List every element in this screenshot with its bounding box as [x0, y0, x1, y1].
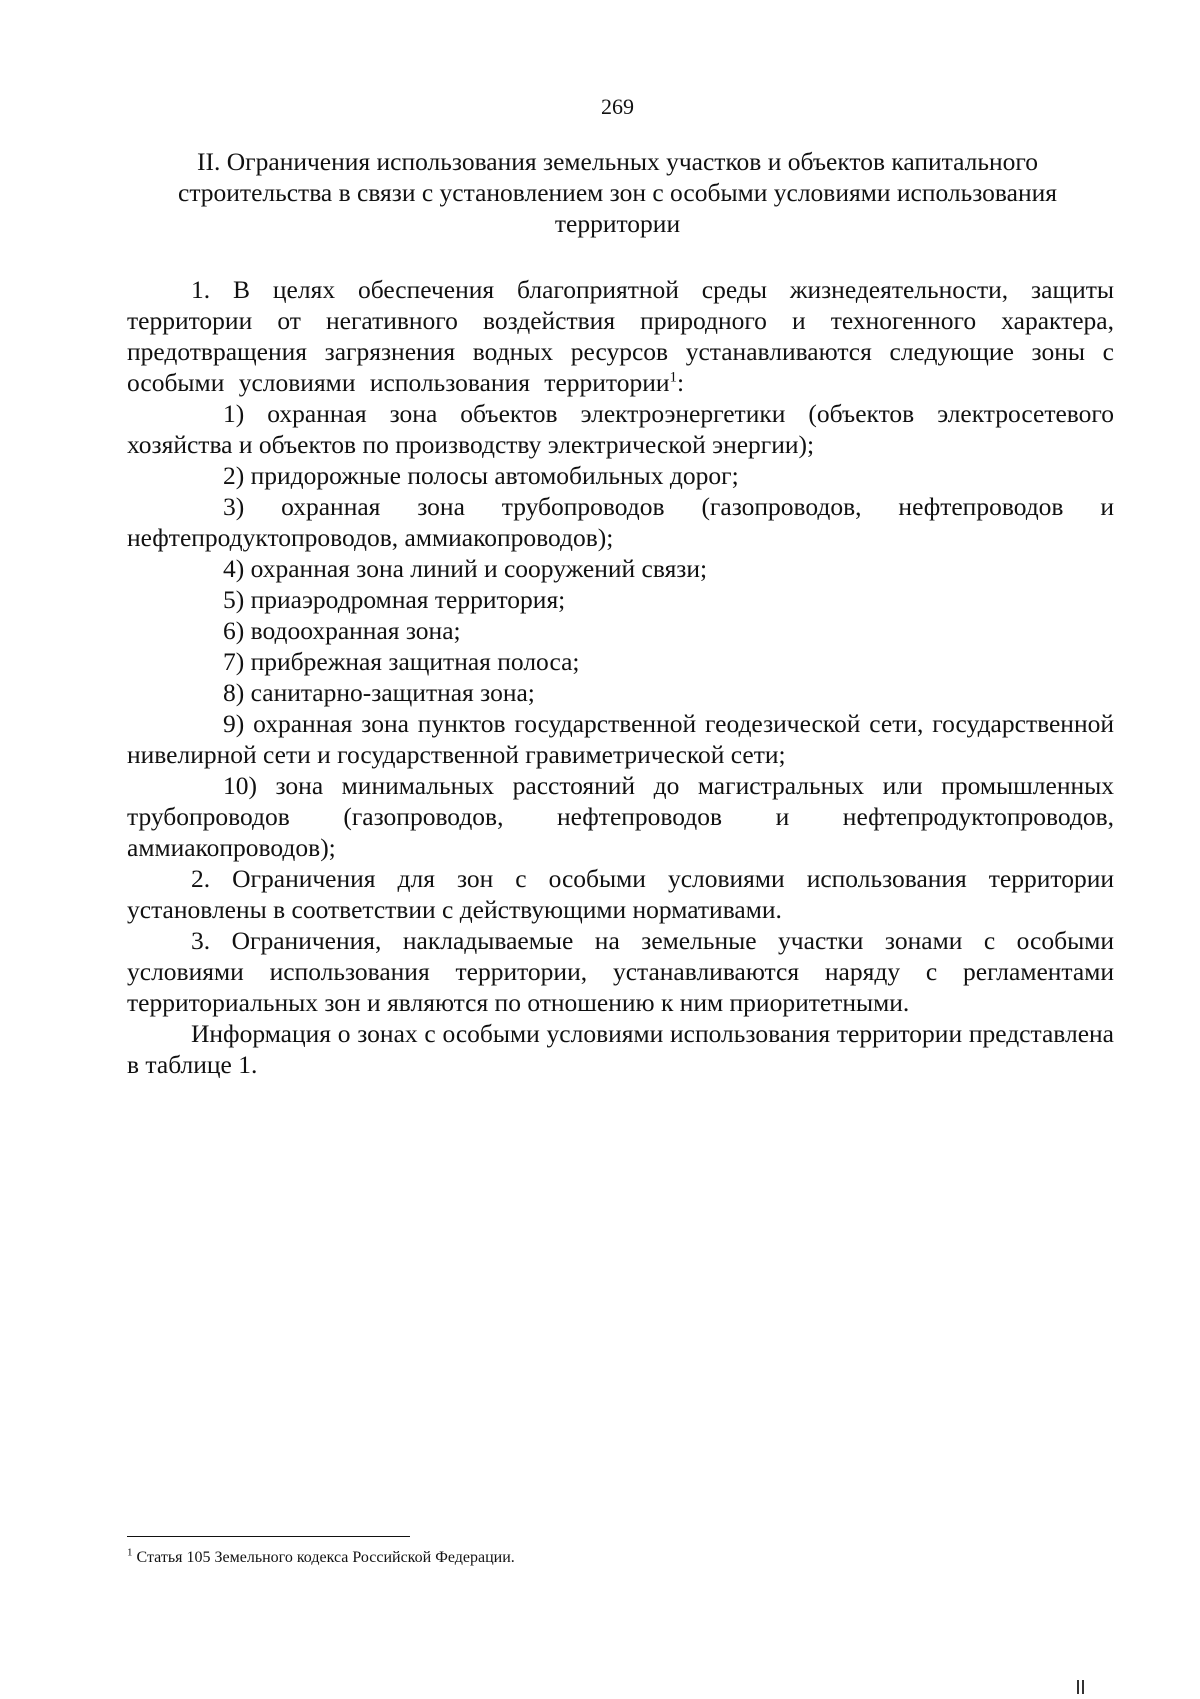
page-number: 269 — [601, 94, 634, 119]
paragraph-1-text: 1. В целях обеспечения благоприятной среды жизнедеятельности, защиты территории от негативного воздействия природного и техногенного характера, предотвращения загрязнения водных ресурсов устанавливаются следующие зоны с особыми условиями использования территории — [127, 275, 1114, 397]
document-body — [127, 274, 1114, 1080]
zone-item: 8) санитарно-защитная зона; — [223, 678, 535, 707]
zone-item: 7) прибрежная защитная полоса; — [223, 647, 580, 676]
paragraph-4: Информация о зонах с особыми условиями использования территории представлена в таблице 1. — [127, 1019, 1114, 1079]
zone-item: 6) водоохранная зона; — [223, 616, 461, 645]
paragraph-1-tail: : — [677, 368, 685, 397]
zone-item: 9) охранная зона пунктов государственной геодезической сети, государственной нивелирной сети и государственной гравиметрической сети; — [127, 709, 1114, 769]
zone-item: 4) охранная зона линий и сооружений связи; — [223, 554, 708, 583]
paragraph-1 — [127, 274, 1114, 398]
zone-item: 2) придорожные полосы автомобильных дорог; — [223, 461, 739, 490]
footnote-marker: 1 — [127, 1546, 133, 1559]
zone-item: 10) зона минимальных расстояний до магистральных или промышленных трубопроводов (газопроводов, нефтепроводов и нефтепродуктопроводов, аммиакопроводов); — [127, 771, 1114, 862]
zone-item: 5) приаэродромная территория; — [223, 585, 566, 614]
footnote — [127, 1548, 1027, 1568]
section-title: II. Ограничения использования земельных участков и объектов капитального строительства в связи с установлением зон с особыми условиями использования территории — [178, 147, 1057, 238]
footnote-reference: 1 — [669, 369, 678, 386]
footnote-divider — [127, 1536, 410, 1537]
paragraph-3: 3. Ограничения, накладываемые на земельные участки зонами с особыми условиями использования территории, устанавливаются наряду с регламентами территориальных зон и являются по отношению к ним приоритетными. — [127, 926, 1114, 1017]
zone-item: 3) охранная зона трубопроводов (газопроводов, нефтепроводов и нефтепродуктопроводов, аммиакопроводов); — [127, 492, 1114, 552]
footnote-text: Статья 105 Земельного кодекса Российской Федерации. — [136, 1549, 515, 1566]
scan-mark — [1077, 1680, 1087, 1697]
paragraph-2: 2. Ограничения для зон с особыми условиями использования территории установлены в соответствии с действующими нормативами. — [127, 864, 1114, 924]
zone-item: 1) охранная зона объектов электроэнергетики (объектов электросетевого хозяйства и объектов по производству электрической энергии); — [127, 399, 1114, 459]
